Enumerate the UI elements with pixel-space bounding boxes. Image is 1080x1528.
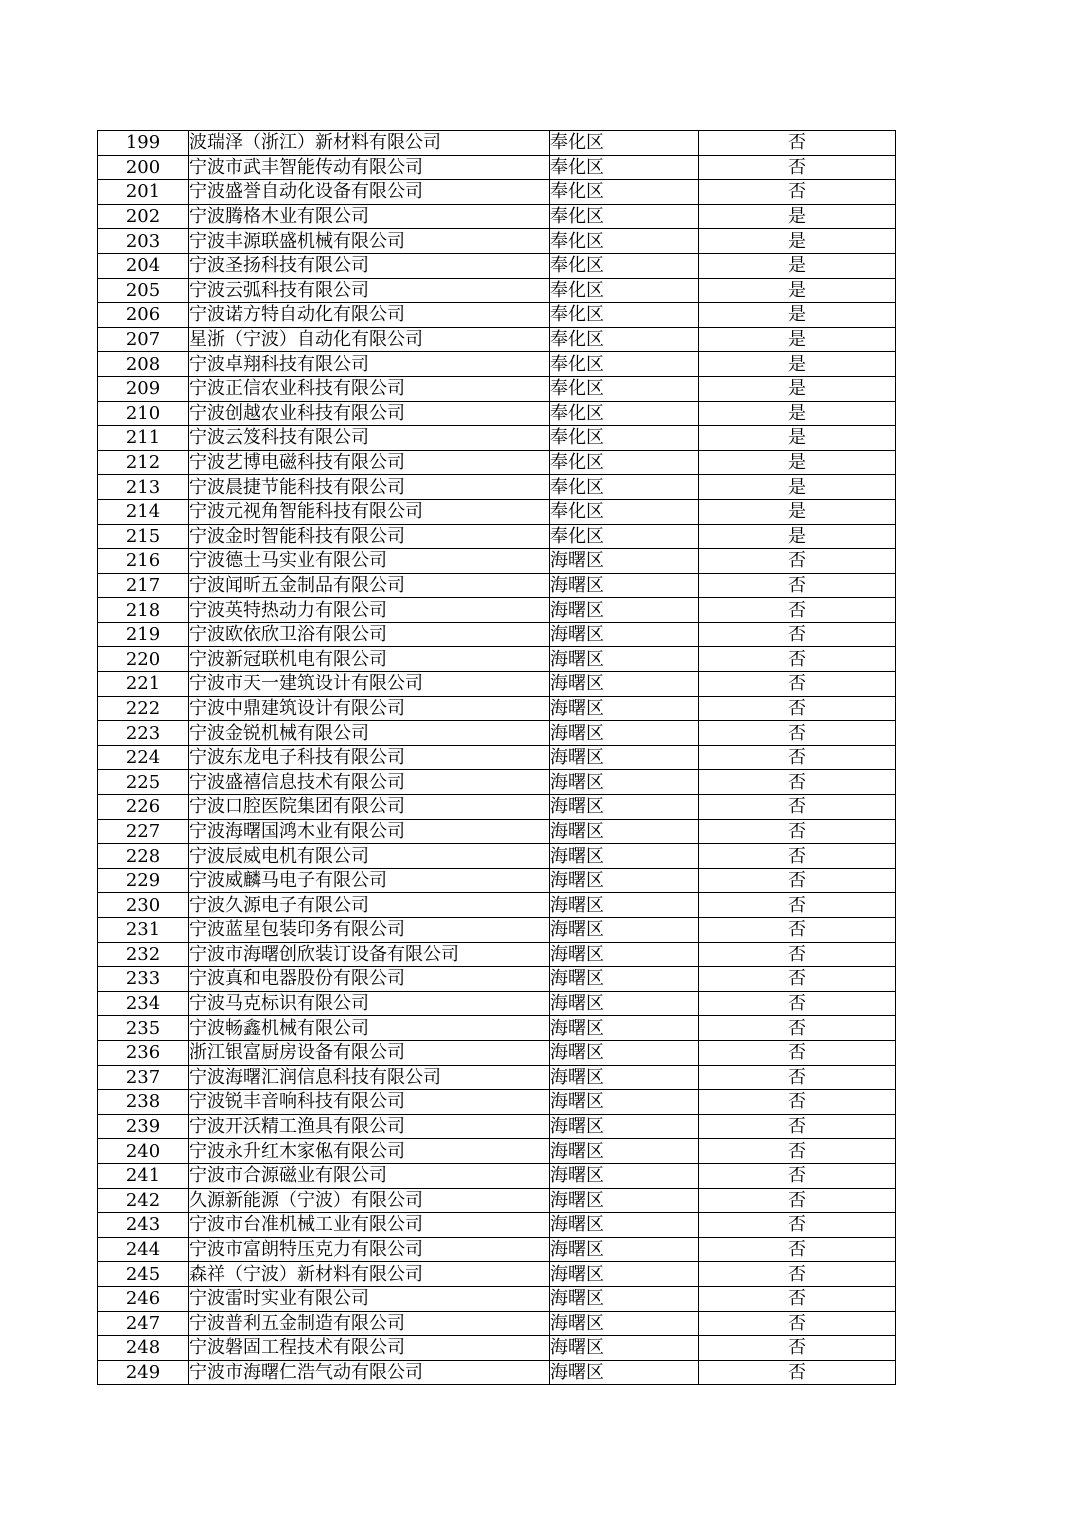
company-name: 宁波卓翔科技有限公司 [189, 352, 550, 377]
table-row [98, 1016, 896, 1041]
flag-value: 否 [699, 1336, 896, 1361]
district: 奉化区 [550, 278, 699, 303]
district: 海曙区 [550, 967, 699, 992]
table-row [98, 893, 896, 918]
flag-value: 否 [699, 1090, 896, 1115]
row-number: 233 [98, 967, 189, 992]
row-number: 243 [98, 1213, 189, 1238]
company-name: 久源新能源（宁波）有限公司 [189, 1188, 550, 1213]
flag-value: 是 [699, 524, 896, 549]
district: 海曙区 [550, 549, 699, 574]
table-row [98, 795, 896, 820]
company-name: 宁波创越农业科技有限公司 [189, 401, 550, 426]
flag-value: 是 [699, 278, 896, 303]
company-name: 宁波圣扬科技有限公司 [189, 253, 550, 278]
district: 海曙区 [550, 1090, 699, 1115]
table-row [98, 1139, 896, 1164]
row-number: 249 [98, 1360, 189, 1385]
row-number: 242 [98, 1188, 189, 1213]
company-name: 宁波金锐机械有限公司 [189, 721, 550, 746]
district: 海曙区 [550, 868, 699, 893]
row-number: 230 [98, 893, 189, 918]
flag-value: 否 [699, 844, 896, 869]
company-name: 宁波普利五金制造有限公司 [189, 1311, 550, 1336]
company-name: 宁波晨捷节能科技有限公司 [189, 475, 550, 500]
district: 海曙区 [550, 795, 699, 820]
company-name: 宁波新冠联机电有限公司 [189, 647, 550, 672]
district: 海曙区 [550, 918, 699, 943]
company-name: 宁波口腔医院集团有限公司 [189, 795, 550, 820]
flag-value: 是 [699, 475, 896, 500]
company-name: 星浙（宁波）自动化有限公司 [189, 327, 550, 352]
flag-value: 否 [699, 1040, 896, 1065]
table-row [98, 918, 896, 943]
district: 奉化区 [550, 303, 699, 328]
company-name: 宁波马克标识有限公司 [189, 991, 550, 1016]
district: 海曙区 [550, 721, 699, 746]
company-name: 宁波元视角智能科技有限公司 [189, 499, 550, 524]
company-name: 宁波畅鑫机械有限公司 [189, 1016, 550, 1041]
table-row [98, 1065, 896, 1090]
flag-value: 否 [699, 1114, 896, 1139]
district: 海曙区 [550, 1163, 699, 1188]
flag-value: 否 [699, 918, 896, 943]
table-row [98, 524, 896, 549]
district: 奉化区 [550, 475, 699, 500]
company-name: 宁波辰威电机有限公司 [189, 844, 550, 869]
flag-value: 否 [699, 180, 896, 205]
district: 海曙区 [550, 1336, 699, 1361]
company-name: 宁波正信农业科技有限公司 [189, 376, 550, 401]
company-name: 宁波诺方特自动化有限公司 [189, 303, 550, 328]
row-number: 235 [98, 1016, 189, 1041]
table-row [98, 549, 896, 574]
flag-value: 否 [699, 1286, 896, 1311]
district: 海曙区 [550, 1040, 699, 1065]
row-number: 206 [98, 303, 189, 328]
flag-value: 是 [699, 229, 896, 254]
row-number: 231 [98, 918, 189, 943]
district: 海曙区 [550, 942, 699, 967]
district: 海曙区 [550, 1262, 699, 1287]
company-name: 宁波威麟马电子有限公司 [189, 868, 550, 893]
flag-value: 否 [699, 770, 896, 795]
district: 海曙区 [550, 1139, 699, 1164]
company-name: 森祥（宁波）新材料有限公司 [189, 1262, 550, 1287]
flag-value: 否 [699, 622, 896, 647]
row-number: 209 [98, 376, 189, 401]
table-row [98, 1237, 896, 1262]
table-row [98, 598, 896, 623]
row-number: 224 [98, 745, 189, 770]
row-number: 216 [98, 549, 189, 574]
company-name: 宁波海曙国鸿木业有限公司 [189, 819, 550, 844]
flag-value: 否 [699, 1311, 896, 1336]
district: 海曙区 [550, 672, 699, 697]
flag-value: 否 [699, 1016, 896, 1041]
table-row [98, 647, 896, 672]
row-number: 247 [98, 1311, 189, 1336]
row-number: 213 [98, 475, 189, 500]
table-row [98, 426, 896, 451]
row-number: 226 [98, 795, 189, 820]
table-row [98, 1360, 896, 1385]
company-name: 宁波欧依欣卫浴有限公司 [189, 622, 550, 647]
flag-value: 否 [699, 598, 896, 623]
row-number: 228 [98, 844, 189, 869]
row-number: 202 [98, 204, 189, 229]
company-name: 宁波永升红木家俬有限公司 [189, 1139, 550, 1164]
flag-value: 否 [699, 967, 896, 992]
company-name: 宁波市台准机械工业有限公司 [189, 1213, 550, 1238]
flag-value: 是 [699, 352, 896, 377]
table-row [98, 155, 896, 180]
district: 海曙区 [550, 819, 699, 844]
flag-value: 否 [699, 696, 896, 721]
row-number: 240 [98, 1139, 189, 1164]
table-row [98, 475, 896, 500]
flag-value: 是 [699, 303, 896, 328]
company-name: 宁波盛禧信息技术有限公司 [189, 770, 550, 795]
company-name: 宁波海曙汇润信息科技有限公司 [189, 1065, 550, 1090]
table-row [98, 1114, 896, 1139]
flag-value: 否 [699, 1237, 896, 1262]
company-name: 宁波磐固工程技术有限公司 [189, 1336, 550, 1361]
district: 海曙区 [550, 1213, 699, 1238]
table-row [98, 1336, 896, 1361]
table-row [98, 303, 896, 328]
flag-value: 否 [699, 1065, 896, 1090]
flag-value: 否 [699, 1213, 896, 1238]
company-name: 波瑞泽（浙江）新材料有限公司 [189, 131, 550, 156]
district: 奉化区 [550, 204, 699, 229]
table-row [98, 401, 896, 426]
row-number: 246 [98, 1286, 189, 1311]
flag-value: 否 [699, 1163, 896, 1188]
company-name: 宁波中鼎建筑设计有限公司 [189, 696, 550, 721]
district: 海曙区 [550, 844, 699, 869]
table-body [98, 131, 896, 1385]
table-row [98, 180, 896, 205]
district: 海曙区 [550, 1311, 699, 1336]
district: 海曙区 [550, 622, 699, 647]
table-row [98, 991, 896, 1016]
company-name: 宁波市富朗特压克力有限公司 [189, 1237, 550, 1262]
row-number: 217 [98, 573, 189, 598]
row-number: 208 [98, 352, 189, 377]
company-name: 宁波腾格木业有限公司 [189, 204, 550, 229]
table-row [98, 352, 896, 377]
table-row [98, 1213, 896, 1238]
flag-value: 否 [699, 573, 896, 598]
flag-value: 否 [699, 942, 896, 967]
company-name: 宁波盛誉自动化设备有限公司 [189, 180, 550, 205]
row-number: 232 [98, 942, 189, 967]
district: 海曙区 [550, 647, 699, 672]
district: 奉化区 [550, 229, 699, 254]
district: 海曙区 [550, 1360, 699, 1385]
district: 海曙区 [550, 1286, 699, 1311]
table-row [98, 1163, 896, 1188]
table-row [98, 229, 896, 254]
flag-value: 否 [699, 721, 896, 746]
company-name: 宁波市合源磁业有限公司 [189, 1163, 550, 1188]
row-number: 201 [98, 180, 189, 205]
row-number: 237 [98, 1065, 189, 1090]
row-number: 245 [98, 1262, 189, 1287]
row-number: 200 [98, 155, 189, 180]
district: 奉化区 [550, 426, 699, 451]
table-row [98, 745, 896, 770]
flag-value: 否 [699, 1262, 896, 1287]
table-row [98, 1090, 896, 1115]
company-name: 宁波市海曙仁浩气动有限公司 [189, 1360, 550, 1385]
flag-value: 否 [699, 155, 896, 180]
table-row [98, 1188, 896, 1213]
district: 海曙区 [550, 1237, 699, 1262]
district: 奉化区 [550, 524, 699, 549]
district: 海曙区 [550, 1114, 699, 1139]
row-number: 212 [98, 450, 189, 475]
table-row [98, 672, 896, 697]
row-number: 234 [98, 991, 189, 1016]
company-name: 宁波市海曙创欣装订设备有限公司 [189, 942, 550, 967]
table-row [98, 696, 896, 721]
company-name: 宁波真和电器股份有限公司 [189, 967, 550, 992]
district: 海曙区 [550, 1188, 699, 1213]
flag-value: 是 [699, 376, 896, 401]
flag-value: 否 [699, 647, 896, 672]
company-name: 宁波蓝星包装印务有限公司 [189, 918, 550, 943]
table-row [98, 819, 896, 844]
row-number: 210 [98, 401, 189, 426]
flag-value: 是 [699, 426, 896, 451]
table-row [98, 770, 896, 795]
table-row [98, 327, 896, 352]
table-row [98, 868, 896, 893]
company-name: 宁波开沃精工渔具有限公司 [189, 1114, 550, 1139]
company-name: 宁波锐丰音响科技有限公司 [189, 1090, 550, 1115]
row-number: 227 [98, 819, 189, 844]
company-name: 浙江银富厨房设备有限公司 [189, 1040, 550, 1065]
flag-value: 是 [699, 450, 896, 475]
table-row [98, 204, 896, 229]
row-number: 218 [98, 598, 189, 623]
flag-value: 是 [699, 327, 896, 352]
row-number: 204 [98, 253, 189, 278]
district: 奉化区 [550, 327, 699, 352]
district: 海曙区 [550, 598, 699, 623]
row-number: 221 [98, 672, 189, 697]
flag-value: 否 [699, 819, 896, 844]
table-row [98, 1311, 896, 1336]
flag-value: 否 [699, 745, 896, 770]
district: 海曙区 [550, 696, 699, 721]
flag-value: 是 [699, 253, 896, 278]
row-number: 220 [98, 647, 189, 672]
row-number: 244 [98, 1237, 189, 1262]
company-name: 宁波云笈科技有限公司 [189, 426, 550, 451]
district: 海曙区 [550, 893, 699, 918]
flag-value: 否 [699, 672, 896, 697]
district: 海曙区 [550, 770, 699, 795]
table-row [98, 131, 896, 156]
table-row [98, 1286, 896, 1311]
table-row [98, 499, 896, 524]
flag-value: 是 [699, 204, 896, 229]
district: 奉化区 [550, 131, 699, 156]
row-number: 241 [98, 1163, 189, 1188]
district: 海曙区 [550, 1065, 699, 1090]
table-row [98, 942, 896, 967]
company-name: 宁波雷时实业有限公司 [189, 1286, 550, 1311]
row-number: 236 [98, 1040, 189, 1065]
company-name: 宁波久源电子有限公司 [189, 893, 550, 918]
row-number: 223 [98, 721, 189, 746]
flag-value: 否 [699, 1360, 896, 1385]
district: 海曙区 [550, 1016, 699, 1041]
table-row [98, 450, 896, 475]
company-name: 宁波德士马实业有限公司 [189, 549, 550, 574]
table-row [98, 721, 896, 746]
company-name: 宁波金时智能科技有限公司 [189, 524, 550, 549]
district: 奉化区 [550, 376, 699, 401]
row-number: 229 [98, 868, 189, 893]
flag-value: 否 [699, 795, 896, 820]
district: 海曙区 [550, 573, 699, 598]
row-number: 238 [98, 1090, 189, 1115]
company-name: 宁波英特热动力有限公司 [189, 598, 550, 623]
flag-value: 否 [699, 549, 896, 574]
row-number: 203 [98, 229, 189, 254]
company-name: 宁波丰源联盛机械有限公司 [189, 229, 550, 254]
row-number: 207 [98, 327, 189, 352]
table-row [98, 253, 896, 278]
district: 海曙区 [550, 745, 699, 770]
row-number: 205 [98, 278, 189, 303]
district: 奉化区 [550, 155, 699, 180]
flag-value: 否 [699, 868, 896, 893]
table-row [98, 1040, 896, 1065]
row-number: 248 [98, 1336, 189, 1361]
company-name: 宁波闻昕五金制品有限公司 [189, 573, 550, 598]
row-number: 211 [98, 426, 189, 451]
district: 奉化区 [550, 253, 699, 278]
district: 奉化区 [550, 401, 699, 426]
row-number: 225 [98, 770, 189, 795]
district: 奉化区 [550, 180, 699, 205]
table-row [98, 622, 896, 647]
row-number: 222 [98, 696, 189, 721]
flag-value: 否 [699, 1139, 896, 1164]
company-list-table [97, 130, 896, 1385]
row-number: 199 [98, 131, 189, 156]
flag-value: 否 [699, 991, 896, 1016]
flag-value: 是 [699, 499, 896, 524]
company-name: 宁波市武丰智能传动有限公司 [189, 155, 550, 180]
company-name: 宁波云弧科技有限公司 [189, 278, 550, 303]
district: 奉化区 [550, 450, 699, 475]
district: 奉化区 [550, 352, 699, 377]
table-row [98, 844, 896, 869]
company-name: 宁波东龙电子科技有限公司 [189, 745, 550, 770]
row-number: 215 [98, 524, 189, 549]
flag-value: 否 [699, 131, 896, 156]
row-number: 214 [98, 499, 189, 524]
table-row [98, 573, 896, 598]
table-row [98, 376, 896, 401]
district: 海曙区 [550, 991, 699, 1016]
row-number: 219 [98, 622, 189, 647]
table-row [98, 278, 896, 303]
flag-value: 否 [699, 1188, 896, 1213]
row-number: 239 [98, 1114, 189, 1139]
flag-value: 是 [699, 401, 896, 426]
table-row [98, 1262, 896, 1287]
company-name: 宁波艺博电磁科技有限公司 [189, 450, 550, 475]
table-row [98, 967, 896, 992]
company-name: 宁波市天一建筑设计有限公司 [189, 672, 550, 697]
district: 奉化区 [550, 499, 699, 524]
flag-value: 否 [699, 893, 896, 918]
